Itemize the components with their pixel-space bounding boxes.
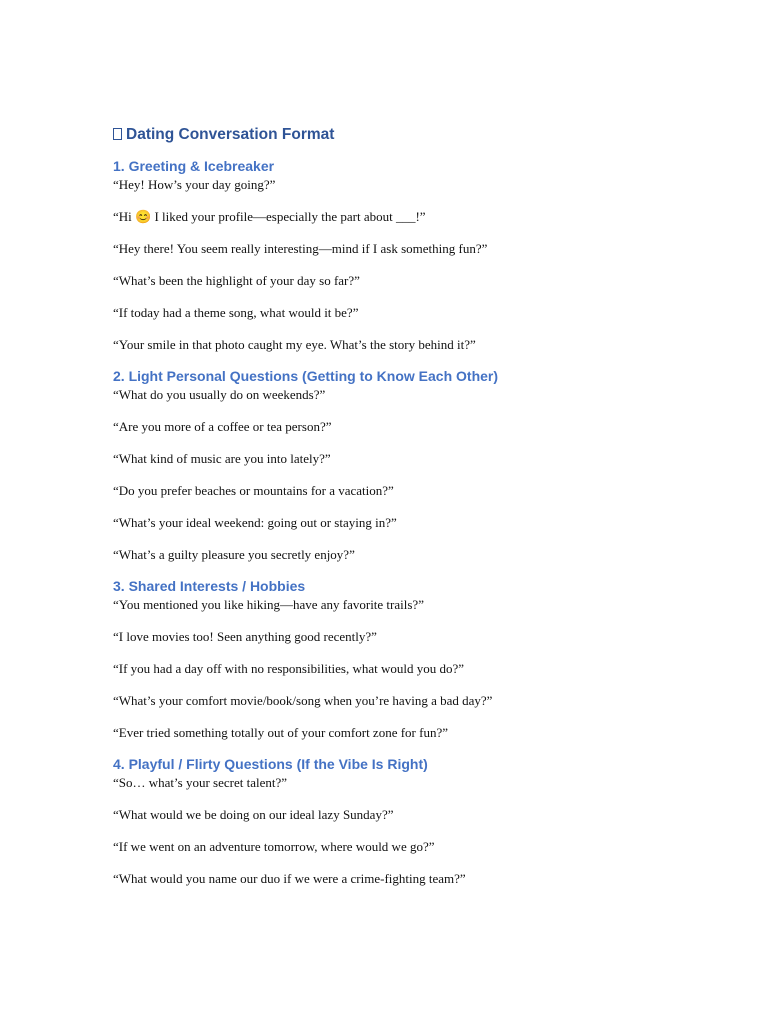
list-item: “Hey there! You seem really interesting—mind if I ask something fun?”	[113, 241, 488, 256]
section-greeting	[113, 156, 673, 353]
list-item: “If today had a theme song, what would it be?”	[113, 305, 359, 320]
list-item: “What kind of music are you into lately?”	[113, 451, 331, 466]
list-item: “What would we be doing on our ideal lazy Sunday?”	[113, 807, 394, 822]
list-item: “If we went on an adventure tomorrow, where would we go?”	[113, 839, 435, 854]
section-heading: 1. Greeting & Icebreaker	[113, 158, 275, 174]
section-heading: 3. Shared Interests / Hobbies	[113, 578, 306, 594]
list-item: “You mentioned you like hiking—have any favorite trails?”	[113, 597, 424, 612]
list-item: “Ever tried something totally out of your comfort zone for fun?”	[113, 725, 449, 740]
list-item: “Hi 😊 I liked your profile—especially the part about ___!”	[113, 209, 426, 224]
section-light-personal	[113, 366, 673, 563]
document-page	[113, 124, 673, 900]
section-heading: 2. Light Personal Questions (Getting to Know Each Other)	[113, 368, 499, 384]
list-item: “Are you more of a coffee or tea person?”	[113, 419, 332, 434]
list-item: “Hey! How’s your day going?”	[113, 177, 276, 192]
list-item: “I love movies too! Seen anything good recently?”	[113, 629, 377, 644]
section-playful-flirty	[113, 754, 673, 887]
list-item: “What’s your comfort movie/book/song when you’re having a bad day?”	[113, 693, 493, 708]
list-item: “What’s a guilty pleasure you secretly enjoy?”	[113, 547, 355, 562]
section-heading: 4. Playful / Flirty Questions (If the Vibe Is Right)	[113, 756, 428, 772]
list-item: “What would you name our duo if we were a crime-fighting team?”	[113, 871, 466, 886]
list-item: “If you had a day off with no responsibilities, what would you do?”	[113, 661, 465, 676]
missing-glyph-icon	[113, 128, 122, 140]
document-title	[113, 124, 673, 146]
list-item: “Your smile in that photo caught my eye. What’s the story behind it?”	[113, 337, 476, 352]
section-shared-interests	[113, 576, 673, 741]
list-item: “What’s your ideal weekend: going out or staying in?”	[113, 515, 397, 530]
list-item: “Do you prefer beaches or mountains for a vacation?”	[113, 483, 394, 498]
list-item: “So… what’s your secret talent?”	[113, 775, 287, 790]
list-item: “What’s been the highlight of your day so far?”	[113, 273, 360, 288]
list-item: “What do you usually do on weekends?”	[113, 387, 326, 402]
document-title-text: Dating Conversation Format	[126, 126, 335, 143]
